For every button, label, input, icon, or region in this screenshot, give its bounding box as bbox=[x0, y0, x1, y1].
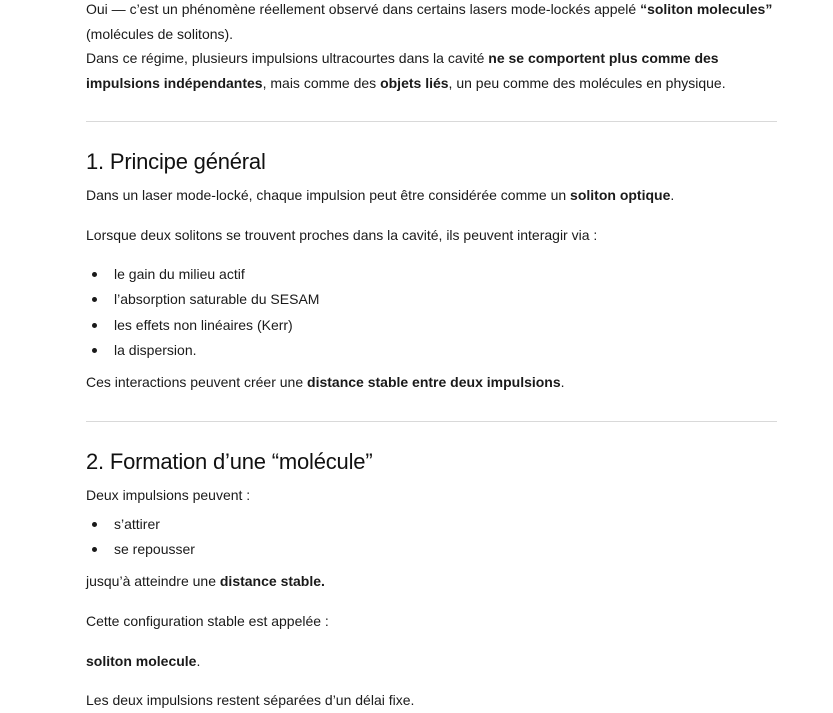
bullet-icon bbox=[92, 348, 97, 353]
paragraph-text: . bbox=[670, 187, 675, 203]
list-item-text: les effets non linéaires (Kerr) bbox=[114, 316, 293, 333]
bullet-icon bbox=[92, 297, 97, 302]
emphasis-optical-soliton: soliton optique bbox=[570, 187, 671, 203]
section-2-paragraph-2 bbox=[86, 569, 325, 594]
section-1-paragraph-3 bbox=[86, 370, 565, 395]
list-item bbox=[86, 537, 195, 562]
emphasis-soliton-molecule: soliton molecule bbox=[86, 653, 197, 669]
section-divider bbox=[86, 121, 777, 122]
interaction-mechanisms-list bbox=[86, 262, 319, 363]
paragraph-text: . bbox=[196, 653, 201, 669]
list-item bbox=[86, 262, 319, 287]
section-2-paragraph-5: Les deux impulsions restent séparées d’un délai fixe. bbox=[86, 692, 415, 708]
list-item bbox=[86, 287, 319, 312]
emphasis-stable-distance: distance stable. bbox=[219, 573, 325, 589]
paragraph-text: . bbox=[560, 374, 565, 390]
intro-term-soliton-molecules: “soliton molecules” bbox=[640, 1, 773, 17]
list-item bbox=[86, 338, 319, 363]
intro-paragraph-1 bbox=[86, 0, 786, 47]
list-item-text: la dispersion. bbox=[114, 341, 197, 358]
section-2-heading: 2. Formation d’une “molécule” bbox=[86, 449, 373, 474]
intro-text: Dans ce régime, plusieurs impulsions ultracourtes dans la cavité bbox=[86, 50, 489, 66]
section-divider bbox=[86, 421, 777, 422]
intro-text: , mais comme des bbox=[262, 75, 381, 91]
intro-paragraph-2 bbox=[86, 46, 777, 96]
section-2-paragraph-3: Cette configuration stable est appelée : bbox=[86, 613, 329, 629]
list-item-text: l’absorption saturable du SESAM bbox=[114, 291, 320, 308]
emphasis-stable-distance: distance stable entre deux impulsions bbox=[307, 374, 561, 390]
bullet-icon bbox=[92, 522, 97, 527]
bullet-icon bbox=[92, 547, 97, 552]
intro-text-translation: (molécules de solitons). bbox=[86, 26, 234, 42]
bullet-icon bbox=[92, 323, 97, 328]
section-1-paragraph-1 bbox=[86, 183, 674, 208]
list-item-text: se repousser bbox=[114, 541, 195, 558]
pulse-behaviour-list bbox=[86, 512, 195, 563]
section-1-paragraph-2: Lorsque deux solitons se trouvent proches dans la cavité, ils peuvent interagir via : bbox=[86, 227, 598, 243]
paragraph-text: Ces interactions peuvent créer une bbox=[86, 374, 308, 390]
list-item-text: s’attirer bbox=[114, 516, 160, 532]
list-item bbox=[86, 313, 319, 338]
section-1-heading: 1. Principe général bbox=[86, 149, 266, 174]
bullet-icon bbox=[92, 272, 97, 277]
paragraph-text: jusqu’à atteindre une bbox=[86, 573, 220, 589]
list-item bbox=[86, 512, 195, 537]
section-2-paragraph-4 bbox=[86, 649, 200, 674]
intro-text: , un peu comme des molécules en physique. bbox=[448, 75, 726, 91]
list-item-text: le gain du milieu actif bbox=[114, 266, 245, 282]
intro-text: Oui — c’est un phénomène réellement observé dans certains lasers mode-lockés appelé bbox=[86, 1, 641, 17]
section-2-paragraph-1: Deux impulsions peuvent : bbox=[86, 487, 251, 503]
intro-emphasis-bound-objects: objets liés bbox=[380, 75, 449, 91]
paragraph-text: Dans un laser mode-locké, chaque impulsion peut être considérée comme un bbox=[86, 187, 571, 203]
intro-emphasis-independent: ne se comportent plus comme des impulsions indépendantes bbox=[86, 50, 719, 91]
